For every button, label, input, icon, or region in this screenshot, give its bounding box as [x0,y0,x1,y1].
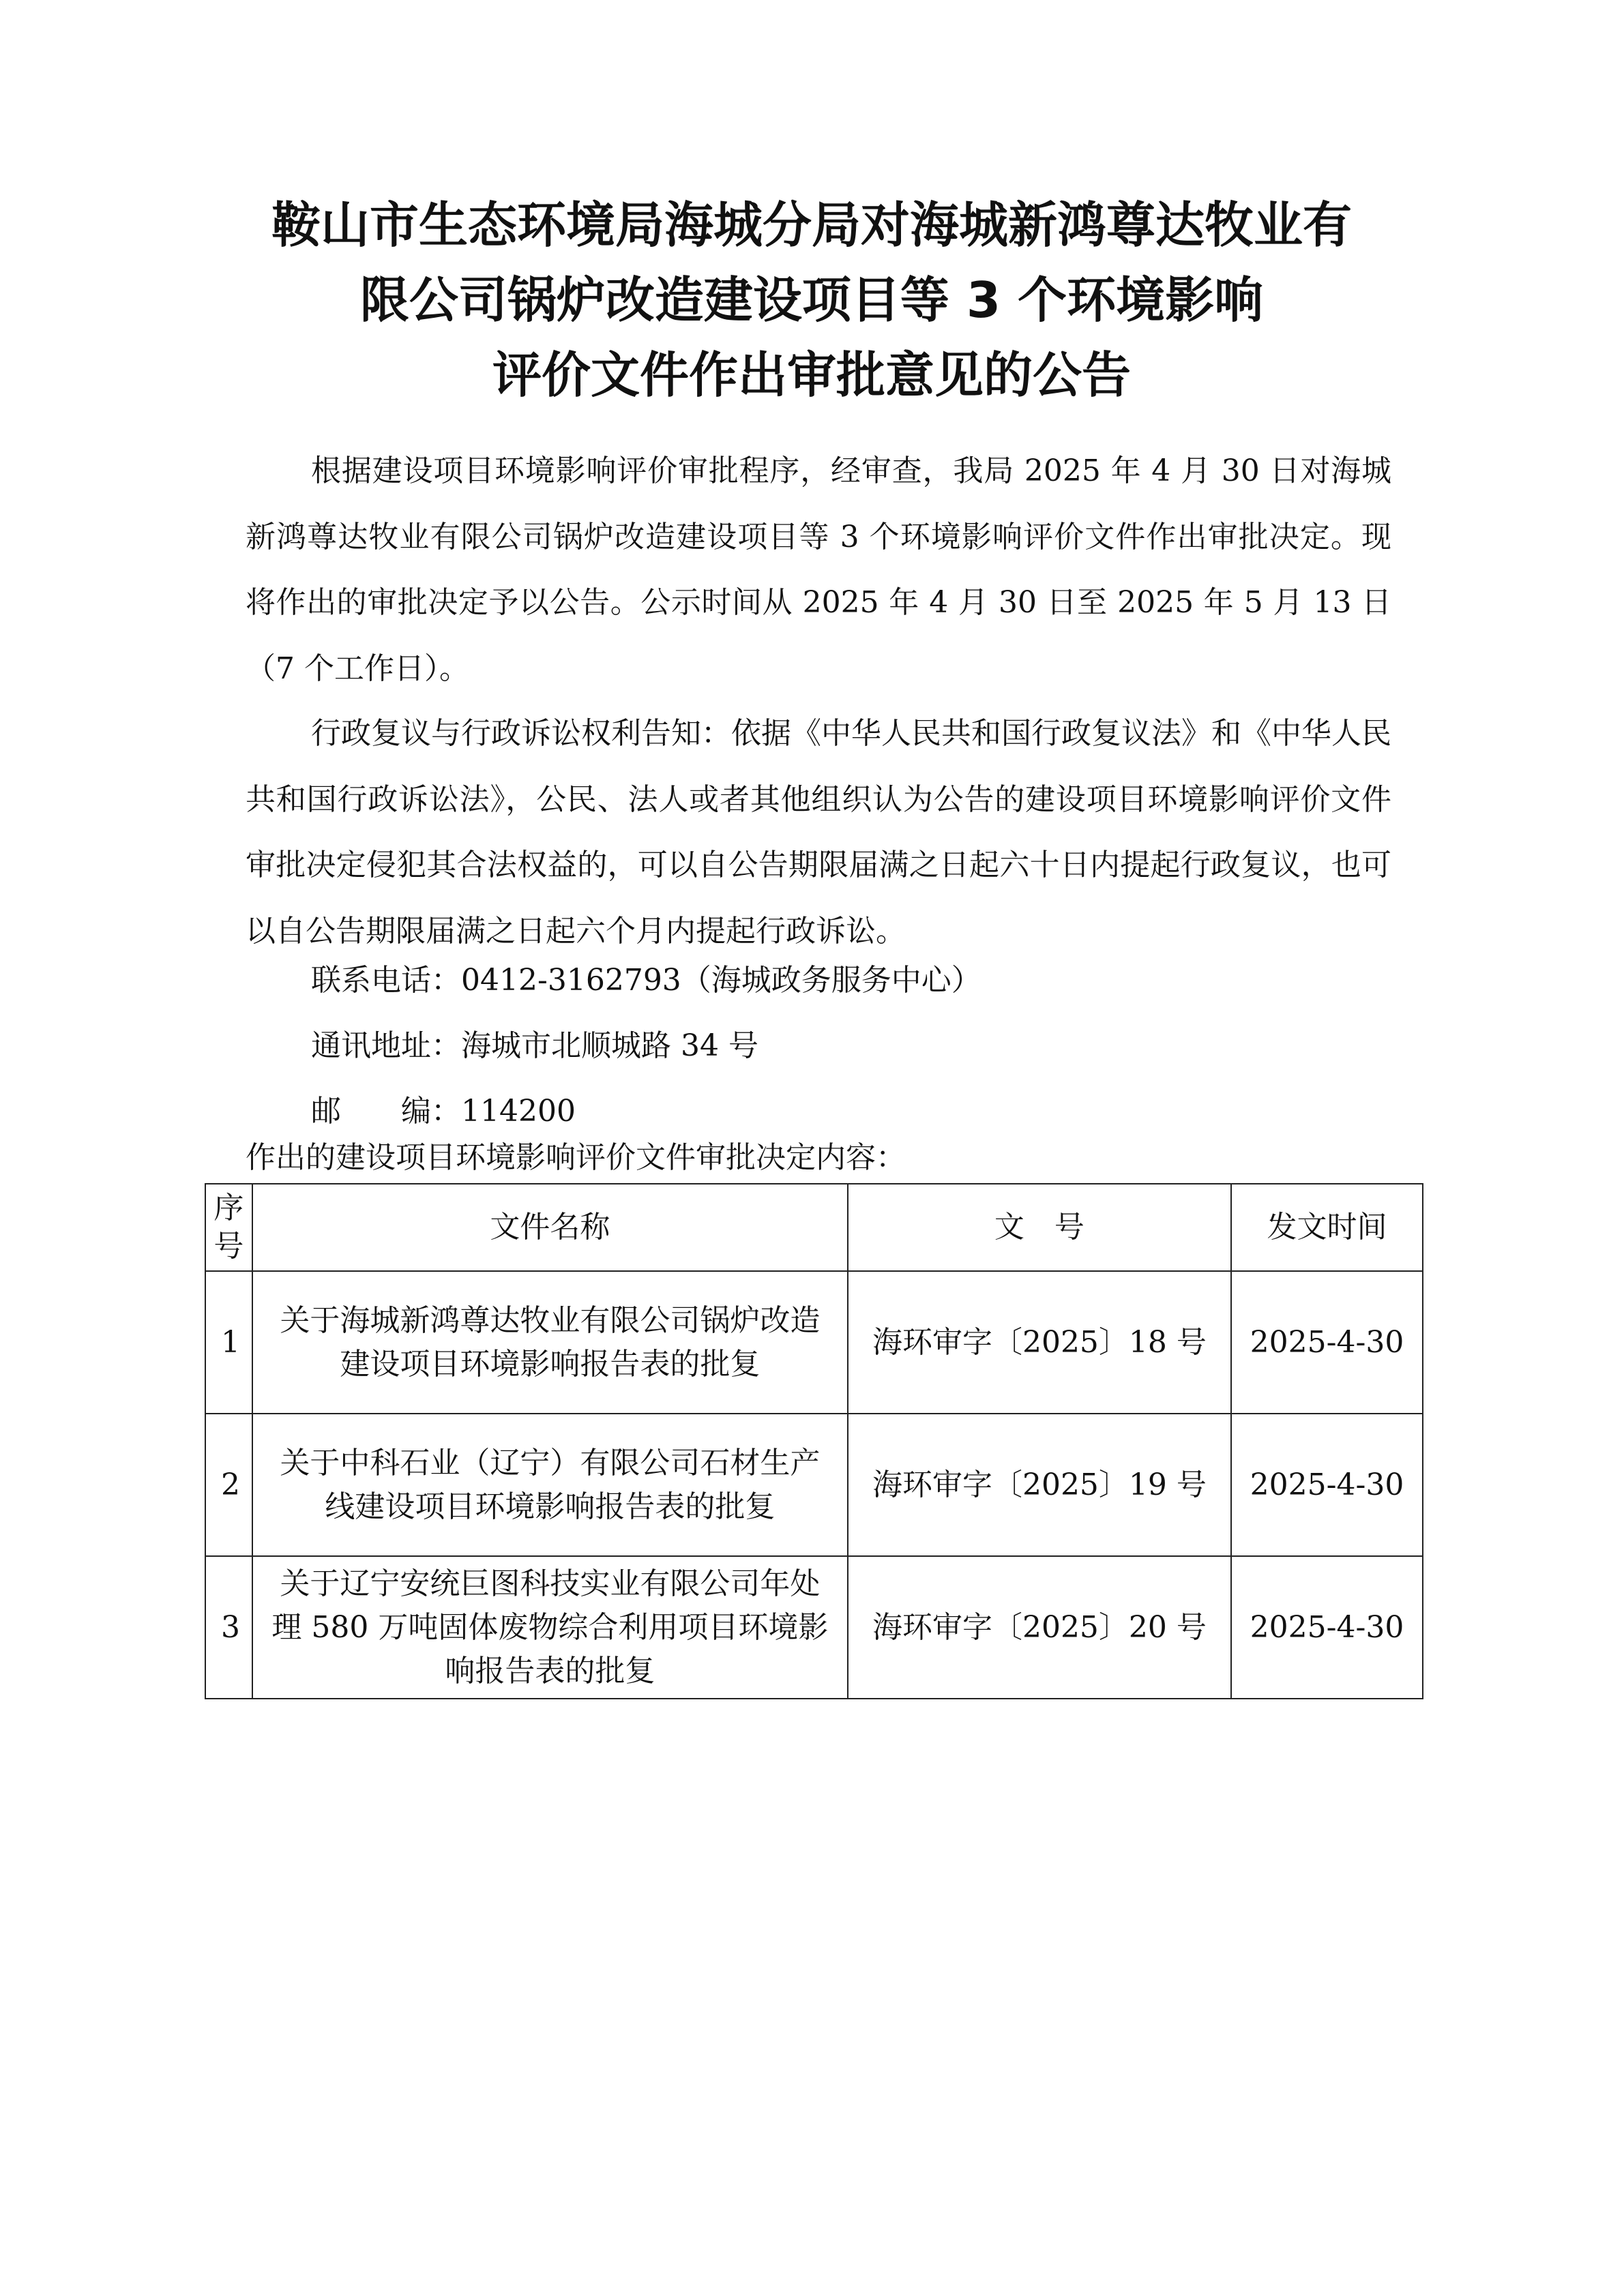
row-date: 2025-4-30 [1231,1414,1423,1556]
header-date: 发文时间 [1231,1184,1423,1271]
table-row [205,1556,1423,1699]
table-header-row [205,1184,1423,1271]
header-seq-line-1: 序 [213,1191,244,1225]
title-line-1: 鞍山市生态环境局海城分局对海城新鸿尊达牧业有 [271,196,1352,254]
contact-address [311,1013,758,1079]
contact-phone [311,948,981,1013]
approvals-table [205,1183,1423,1699]
row-name: 关于辽宁安统巨图科技实业有限公司年处理 580 万吨固体废物综合利用项目环境影响报告表的批复 [252,1556,848,1699]
row-seq: 1 [205,1271,252,1414]
title-line-2: 限公司锅炉改造建设项目等 3 个环境影响 [359,271,1264,329]
table-row [205,1271,1423,1414]
row-name: 关于海城新鸿尊达牧业有限公司锅炉改造建设项目环境影响报告表的批复 [252,1271,848,1414]
row-name: 关于中科石业（辽宁）有限公司石材生产线建设项目环境影响报告表的批复 [252,1414,848,1556]
row-doc-no: 海环审字〔2025〕20 号 [848,1556,1231,1699]
header-seq-line-2: 号 [213,1229,244,1264]
intro-paragraph: 根据建设项目环境影响评价审批程序，经审查，我局 2025 年 4 月 30 日对海城新鸿尊达牧业有限公司锅炉改造建设项目等 3 个环境影响评价文件作出审批决定。现将作出的审批决定予以公告。公示时间从 2025 年 4 月 30 日至 2025 年 5 月 13 日（7 个工作日）。 [246,453,1391,686]
row-date: 2025-4-30 [1231,1271,1423,1414]
notice-title [232,188,1391,413]
contact-postcode-value: 114200 [461,1094,576,1129]
header-name: 文件名称 [252,1184,848,1271]
contact-phone-value: 0412-3162793（海城政务服务中心） [461,963,981,998]
row-seq: 2 [205,1414,252,1556]
contact-postcode-label: 邮 编： [311,1094,461,1129]
header-doc-no: 文 号 [848,1184,1231,1271]
contact-phone-label: 联系电话： [311,963,461,998]
table-row [205,1414,1423,1556]
contact-postcode [311,1079,576,1144]
row-date: 2025-4-30 [1231,1556,1423,1699]
rights-paragraph: 行政复议与行政诉讼权利告知：依据《中华人民共和国行政复议法》和《中华人民共和国行政诉讼法》，公民、法人或者其他组织认为公告的建设项目环境影响评价文件审批决定侵犯其合法权益的，可以自公告期限届满之日起六十日内提起行政复议，也可以自公告期限届满之日起六个月内提起行政诉讼。 [246,716,1391,949]
table-caption: 作出的建设项目环境影响评价文件审批决定内容： [246,1140,906,1175]
contact-address-value: 海城市北顺城路 34 号 [461,1028,758,1063]
row-seq: 3 [205,1556,252,1699]
contact-address-label: 通讯地址： [311,1028,461,1063]
row-doc-no: 海环审字〔2025〕18 号 [848,1271,1231,1414]
header-seq [205,1184,252,1271]
title-line-3: 评价文件作出审批意见的公告 [492,346,1131,404]
row-doc-no: 海环审字〔2025〕19 号 [848,1414,1231,1556]
